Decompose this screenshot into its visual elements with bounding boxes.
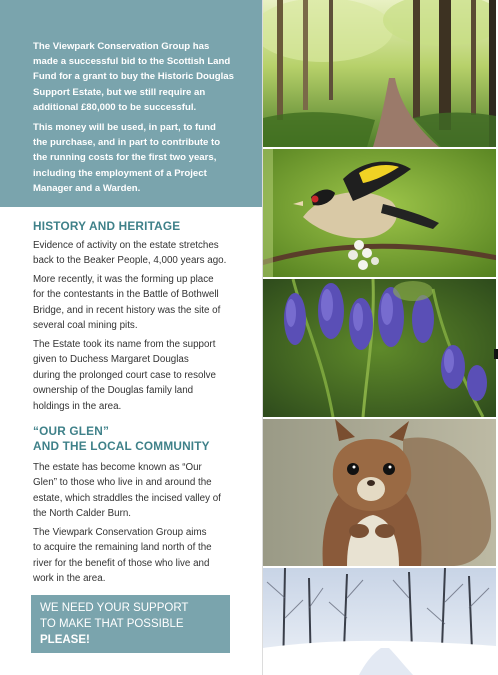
body-line: during the prolonged court case to resolve bbox=[33, 369, 216, 381]
history-paragraph-2 bbox=[33, 272, 255, 334]
body-line: river for the benefit of those who live and bbox=[33, 557, 210, 569]
intro-line: the purchase, and in part to contribute to bbox=[33, 137, 221, 149]
body-line: the North Calder Burn. bbox=[33, 508, 132, 520]
intro-line: This money will be used, in part, to fund bbox=[33, 122, 216, 133]
body-line: More recently, it was the forming up place bbox=[33, 274, 214, 285]
intro-line: The Viewpark Conservation Group has bbox=[33, 41, 210, 52]
intro-line: Manager and a Warden. bbox=[33, 182, 141, 194]
support-callout bbox=[31, 595, 230, 653]
intro-line: the running costs for the first two years, bbox=[33, 152, 217, 164]
history-heading: HISTORY AND HERITAGE bbox=[33, 219, 181, 233]
body-line: Evidence of activity on the estate stretches bbox=[33, 240, 219, 251]
intro-paragraph-2 bbox=[33, 120, 248, 196]
intro-line: including the employment of a Project bbox=[33, 167, 207, 179]
glen-heading-line: AND THE LOCAL COMMUNITY bbox=[33, 439, 210, 453]
body-line: back to the Beaker People, 4,000 years ago. bbox=[33, 255, 227, 267]
bluebells-photo bbox=[263, 279, 496, 417]
intro-line: Fund for a grant to buy the Historic Douglas bbox=[33, 71, 234, 83]
intro-line: made a successful bid to the Scottish Land bbox=[33, 56, 231, 68]
body-line: holdings in the area. bbox=[33, 400, 122, 412]
history-paragraph-3 bbox=[33, 337, 255, 414]
red-squirrel-photo bbox=[263, 419, 496, 566]
body-line: Bridge, and in recent history was the site of bbox=[33, 304, 221, 316]
body-line: ownership of the Douglas family land bbox=[33, 385, 194, 397]
support-line-1: WE NEED YOUR SUPPORT bbox=[40, 602, 189, 614]
woodland-path-photo bbox=[263, 0, 496, 147]
body-line: to acquire the remaining land north of the bbox=[33, 542, 212, 554]
body-line: several coal mining pits. bbox=[33, 320, 138, 332]
glen-paragraph-2 bbox=[33, 525, 255, 587]
body-line: for the contestants in the Battle of Bothwell bbox=[33, 289, 219, 301]
body-line: The Estate took its name from the support bbox=[33, 339, 216, 350]
intro-paragraph-1 bbox=[33, 39, 248, 115]
body-line: Glen” to those who live in and around the bbox=[33, 477, 212, 489]
support-line-2: TO MAKE THAT POSSIBLE bbox=[40, 618, 184, 630]
glen-heading bbox=[33, 424, 210, 454]
glen-paragraph-1 bbox=[33, 460, 255, 522]
goldfinch-photo bbox=[263, 149, 496, 277]
body-line: The Viewpark Conservation Group aims bbox=[33, 527, 207, 538]
history-paragraph-1 bbox=[33, 238, 255, 269]
body-line: work in the area. bbox=[33, 573, 106, 585]
body-line: given to Duchess Margaret Douglas bbox=[33, 354, 189, 366]
support-line-3: PLEASE! bbox=[40, 634, 90, 646]
intro-line: additional £80,000 to be successful. bbox=[33, 101, 197, 113]
glen-heading-line: “OUR GLEN” bbox=[33, 424, 110, 438]
intro-panel bbox=[0, 0, 262, 207]
body-line: The estate has become known as “Our bbox=[33, 462, 202, 473]
snowy-woodland-photo bbox=[263, 568, 496, 675]
intro-line: Support Estate, but we still require an bbox=[33, 86, 206, 98]
body-line: estate, which straddles the incised valley of bbox=[33, 492, 221, 504]
edge-mark bbox=[494, 349, 498, 359]
